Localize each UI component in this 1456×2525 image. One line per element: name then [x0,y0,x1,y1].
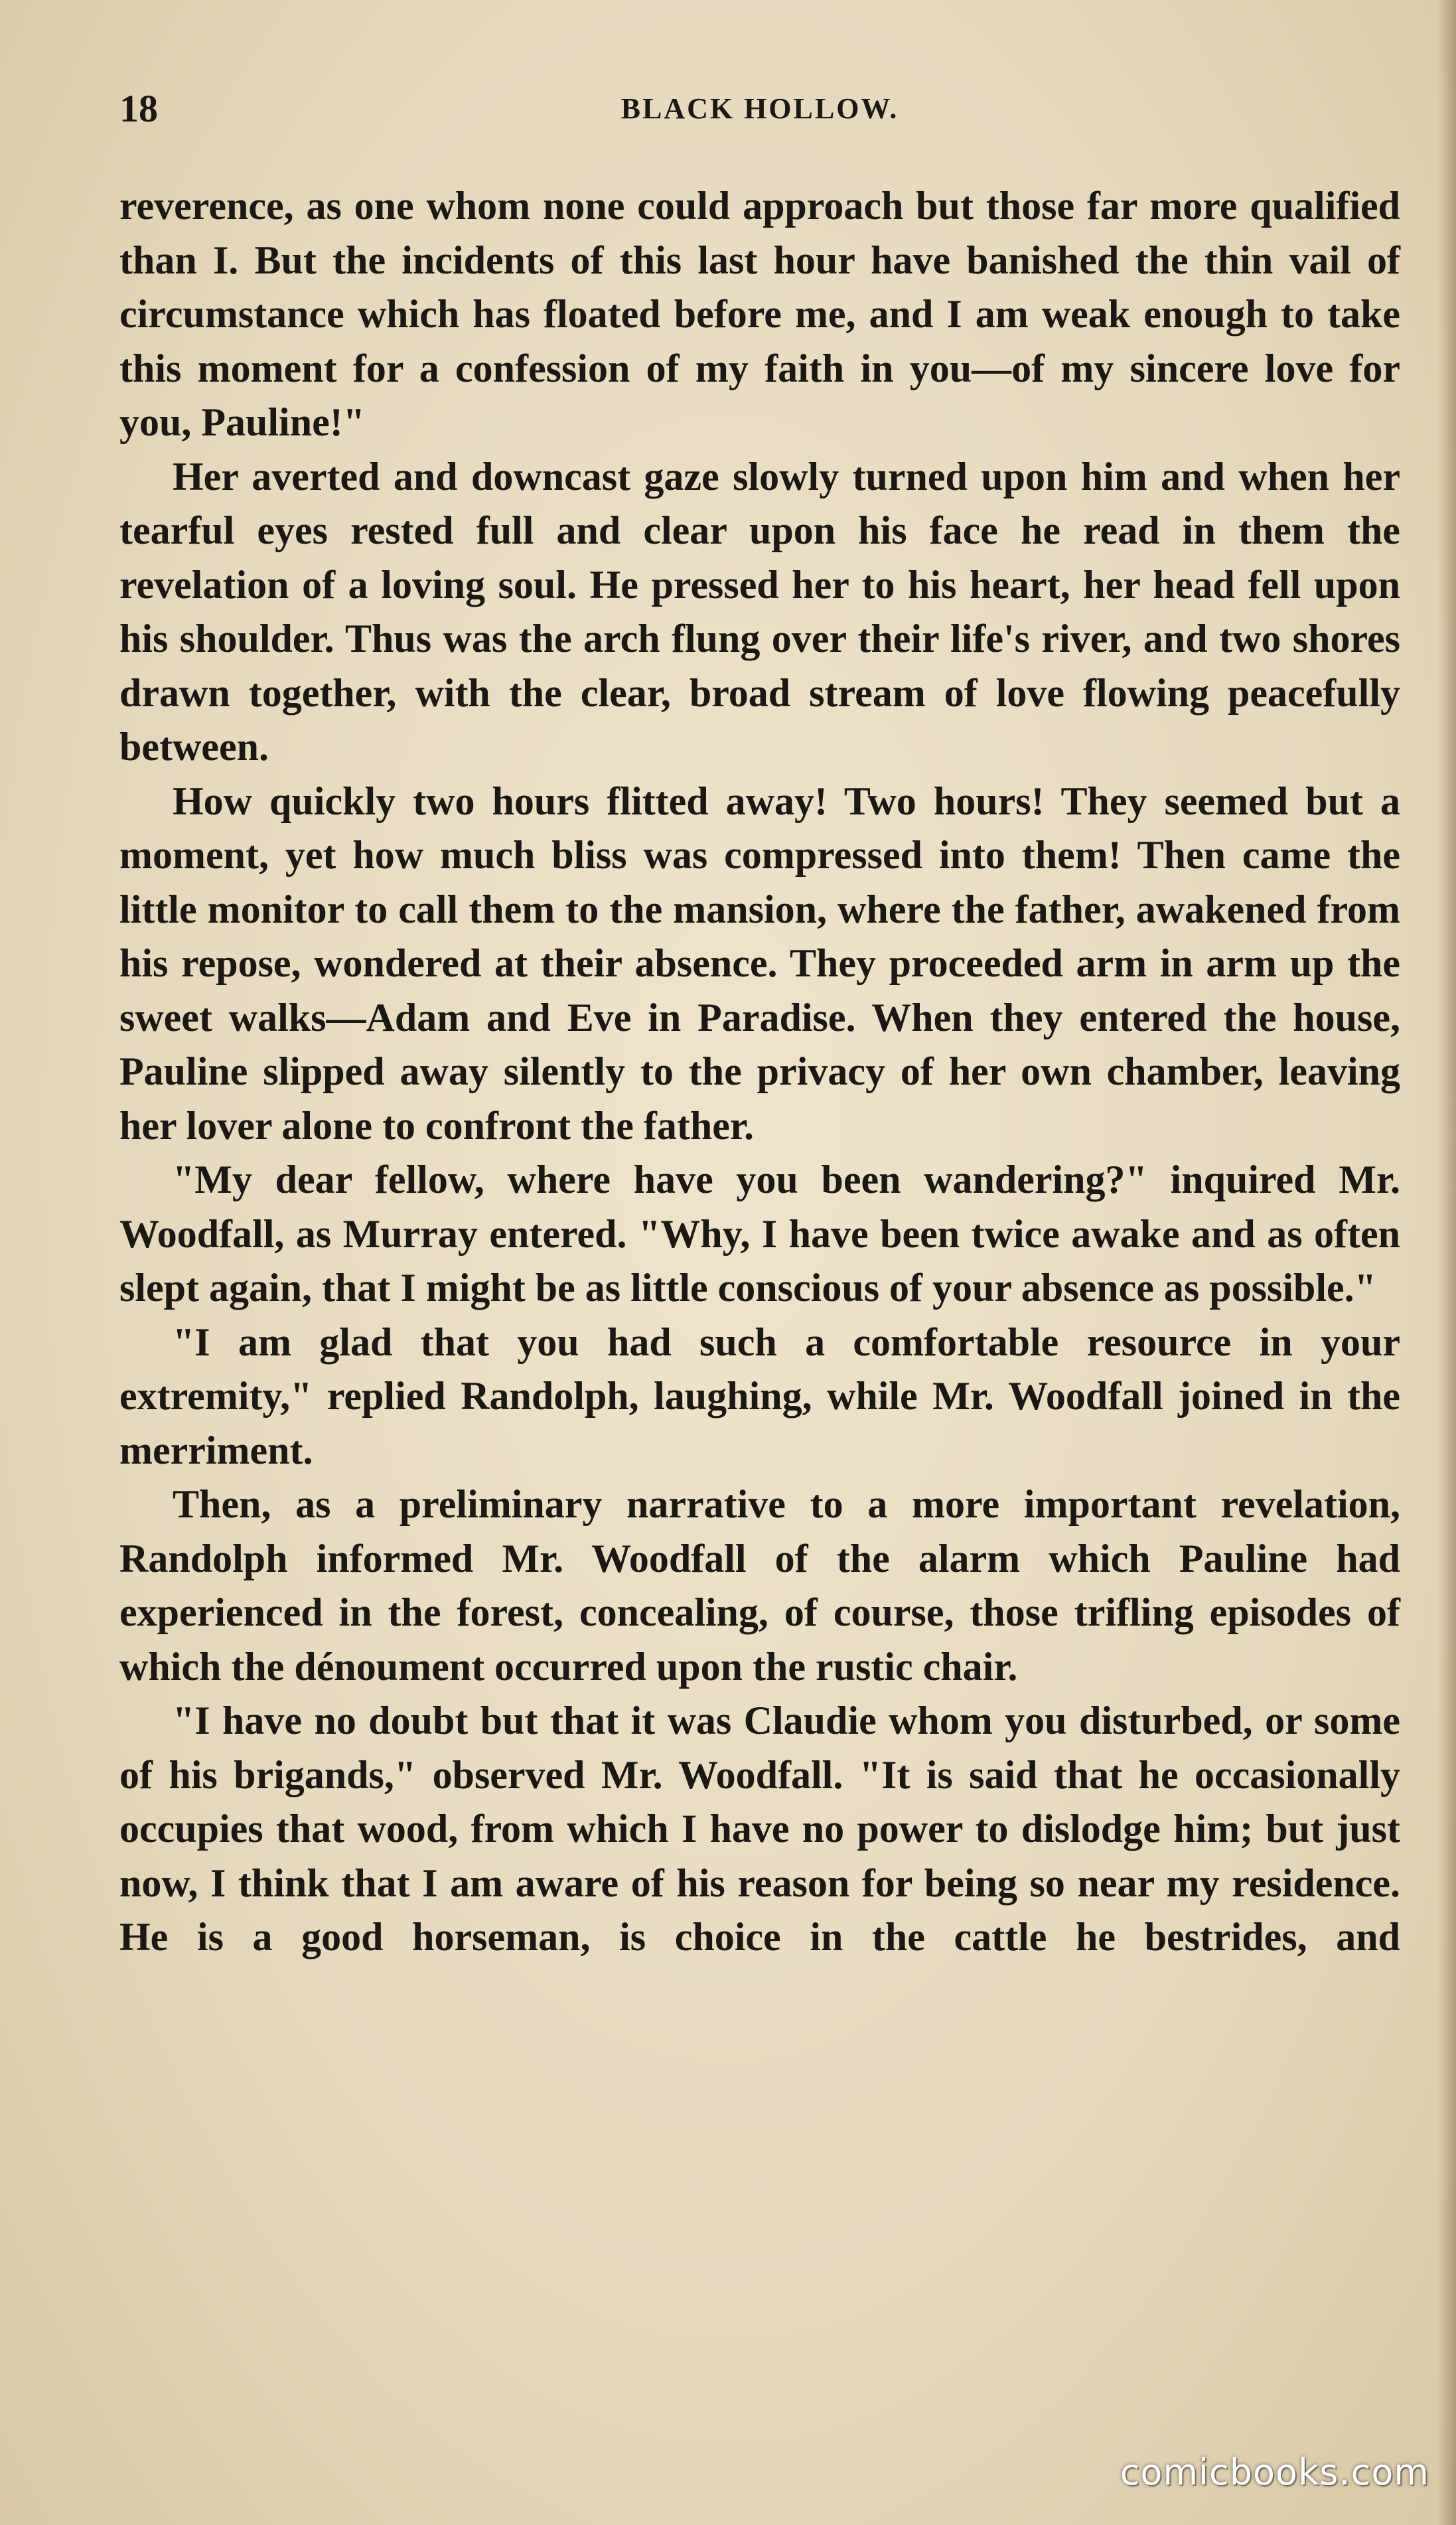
paragraph-3: How quickly two hours flitted away! Two hours! They seemed but a moment, yet how much bliss was compressed into them! Then came the little monitor to call them to the mansion, where the father, awakened from his repose, wondered at their absence. They proceeded arm in arm up the sweet walks—Adam and Eve in Paradise. When they entered the house, Pauline slipped away silently to the privacy of her own chamber, leaving her lover alone to confront the father. [119,779,1400,1148]
paragraph-7: "I have no doubt but that it was Claudie whom you disturbed, or some of his brigands," observed Mr. Woodfall. "It is said that he occasionally occupies that wood, from which I have no power to dislodge him; but just now, I think that I am aware of his reason for being so near my residence. He is a good horseman, is choice in the cattle he bestrides, and [119,1699,1400,1959]
paragraph-2: Her averted and downcast gaze slowly turned upon him and when her tearful eyes rested full and clear upon his face he read in them the revelation of a loving soul. He pressed her to his heart, her head fell upon his shoulder. Thus was the arch flung over their life's river, and two shores drawn together, with the clear, broad stream of love flowing peacefully between. [119,454,1400,769]
running-head: BLACK HOLLOW. [620,92,899,125]
page-edge-shadow [1437,0,1456,2525]
paragraph-4: "My dear fellow, where have you been wandering?" inquired Mr. Woodfall, as Murray entered. "Why, I have been twice awake and as often slept again, that I might be as little conscious of your absence as possible." [119,1158,1400,1310]
site-watermark: comicbooks.com [1120,2451,1429,2493]
page-header [119,86,1400,146]
page-number: 18 [119,87,158,130]
paragraph-1: reverence, as one whom none could approach but those far more qualified than I. But the incidents of this last hour have banished the thin vail of circumstance which has floated before me, and I am weak enough to take this moment for a confession of my faith in you—of my sincere love for you, Pauline!" [119,184,1400,444]
body-text [119,179,1400,1965]
paragraph-6: Then, as a preliminary narrative to a more important revelation, Randolph informed Mr. Woodfall of the alarm which Pauline had experienced in the forest, concealing, of course, those trifling episodes of which the dénoument occurred upon the rustic chair. [119,1482,1400,1689]
paragraph-5: "I am glad that you had such a comfortable resource in your extremity," replied Randolph, laughing, while Mr. Woodfall joined in the merriment. [119,1320,1400,1472]
